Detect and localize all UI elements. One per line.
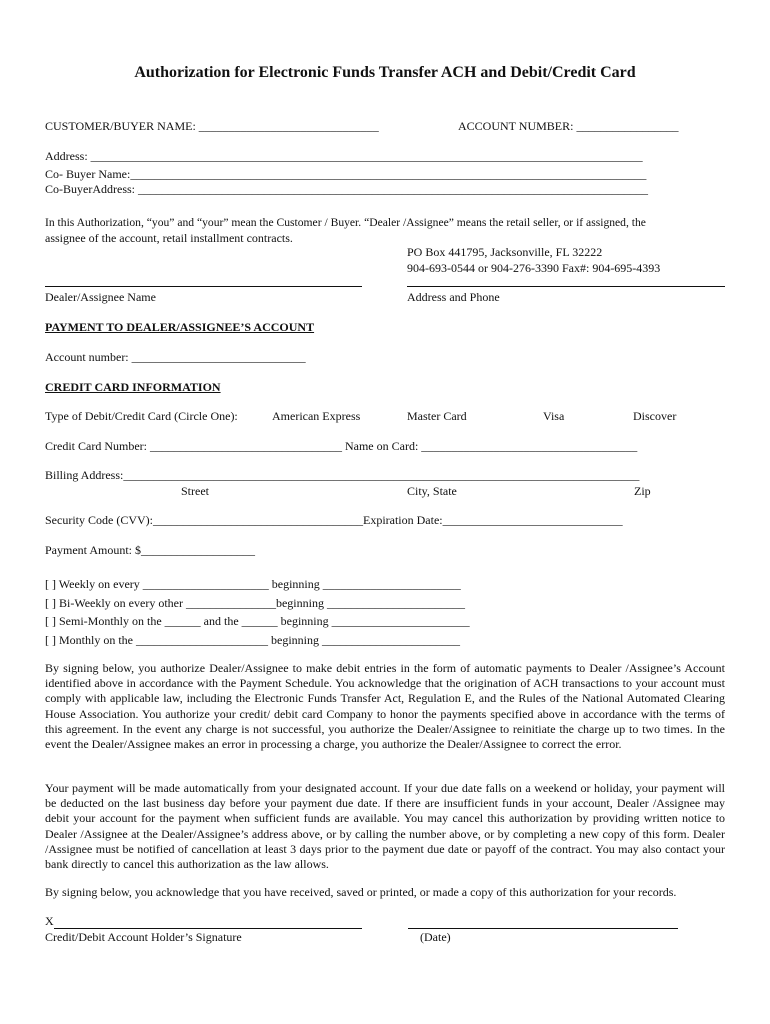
card-option-visa[interactable]: Visa [543, 409, 565, 423]
schedule-weekly[interactable]: [ ] Weekly on every _____________________ beginning _______________________ [45, 577, 461, 591]
customer-name-field[interactable]: CUSTOMER/BUYER NAME: ______________________________ [45, 119, 379, 133]
dealer-phones: 904-693-0544 or 904-276-3390 Fax#: 904-695-4393 [407, 261, 661, 275]
zip-label: Zip [634, 484, 651, 498]
dealer-name-line[interactable] [45, 286, 362, 287]
date-line[interactable] [408, 928, 678, 929]
card-option-discover[interactable]: Discover [633, 409, 677, 423]
payment-amount-field[interactable]: Payment Amount: $___________________ [45, 543, 255, 557]
address-phone-line[interactable] [407, 286, 725, 287]
account-number-field[interactable]: ACCOUNT NUMBER: _________________ [458, 119, 679, 133]
schedule-monthly[interactable]: [ ] Monthly on the ______________________ beginning _______________________ [45, 633, 460, 647]
acknowledgement-paragraph: By signing below, you acknowledge that you have received, saved or printed, or made a copy of this authorization for your records. [45, 885, 677, 899]
intro-line-1: In this Authorization, “you” and “your” mean the Customer / Buyer. “Dealer /Assignee” means the retail seller, or if assigned, the [45, 216, 646, 229]
dealer-name-label: Dealer/Assignee Name [45, 290, 156, 304]
payment-account-number-field[interactable]: Account number: _____________________________ [45, 350, 306, 364]
card-option-american-express[interactable]: American Express [272, 409, 361, 423]
schedule-biweekly[interactable]: [ ] Bi-Weekly on every other _______________beginning _______________________ [45, 596, 465, 610]
billing-address-field[interactable]: Billing Address:______________________________________________________________________________________ [45, 468, 640, 482]
payment-terms-paragraph: Your payment will be made automatically from your designated account. If your due date falls on a weekend or holiday, your payment will be deducted on the last business day before your payment due date. If there are insufficient funds in your account, Dealer /Assignee may debit your account for the payment when sufficient funds are available. You may cancel this authorization by providing written notice to Dealer /Assignee at the Dealer/Assignee’s address above, or by calling the number above, or by completing a new copy of this form. Dealer /Assignee must be notified of cancellation at least 3 days prior to the payment due date or payoff of the contract. You may also contact your bank directly to cancel this authorization as the law allows. [45, 781, 725, 872]
cobuyer-name-field[interactable]: Co- Buyer Name:______________________________________________________________________________________ [45, 167, 647, 181]
dealer-po-box: PO Box 441795, Jacksonville, FL 32222 [407, 245, 603, 259]
card-number-field[interactable]: Credit Card Number: ________________________________ Name on Card: ____________________________________ [45, 439, 638, 453]
card-type-label: Type of Debit/Credit Card (Circle One): [45, 409, 238, 423]
address-field[interactable]: Address: ____________________________________________________________________________________________ [45, 149, 643, 163]
credit-card-heading: CREDIT CARD INFORMATION [45, 380, 221, 394]
card-option-master-card[interactable]: Master Card [407, 409, 467, 423]
cvv-expiration-field[interactable]: Security Code (CVV):___________________________________Expiration Date:______________________________ [45, 513, 623, 527]
street-label: Street [181, 484, 209, 498]
document-title: Authorization for Electronic Funds Transfer ACH and Debit/Credit Card [134, 64, 636, 81]
date-label: (Date) [420, 930, 451, 944]
cobuyer-address-field[interactable]: Co-BuyerAddress: _____________________________________________________________________________________ [45, 182, 648, 196]
signature-label: Credit/Debit Account Holder’s Signature [45, 930, 242, 944]
schedule-semimonthly[interactable]: [ ] Semi-Monthly on the ______ and the ______ beginning _______________________ [45, 614, 470, 628]
city-state-label: City, State [407, 484, 457, 498]
authorization-paragraph: By signing below, you authorize Dealer/Assignee to make debit entries in the form of automatic payments to Dealer /Assignee’s Account identified above in accordance with the Payment Schedule. You acknowledge that the origination of ACH transactions to your account must comply with applicable law, including the Electronic Funds Transfer Act, Regulation E, and the Rules of the National Automated Clearing House Association. You authorize your credit/ debit card Company to honor the payments specified above in accordance with the terms of this agreement. In the event any charge is not successful, you authorize the Dealer/Assignee to reinitiate the charge up to two times. In the event the Dealer/Assignee makes an error in processing a charge, you authorize the Dealer/Assignee to correct the error. [45, 661, 725, 752]
address-phone-label: Address and Phone [407, 290, 500, 304]
signature-line[interactable] [54, 928, 362, 929]
signature-x-mark: X [45, 914, 54, 928]
payment-section-heading: PAYMENT TO DEALER/ASSIGNEE’S ACCOUNT [45, 320, 315, 334]
intro-line-2: assignee of the account, retail installment contracts. [45, 231, 293, 245]
